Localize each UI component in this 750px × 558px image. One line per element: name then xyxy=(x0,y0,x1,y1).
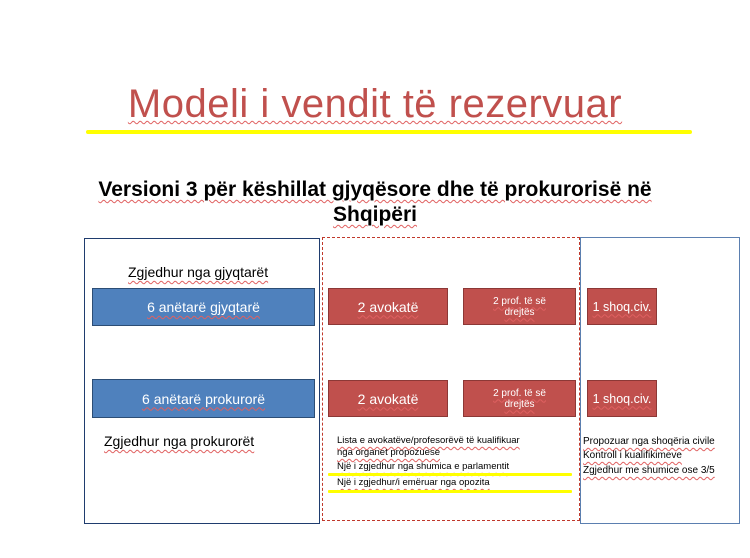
civil-society-box-row1 xyxy=(587,288,657,325)
law-professors-text-row1-line1: 2 prof. të së xyxy=(493,295,546,307)
highlight-majority xyxy=(328,473,572,476)
law-professors-text-row1-line2: drejtës xyxy=(504,306,535,318)
lawyers-text-row1: 2 avokatë xyxy=(357,298,419,315)
middle-note-proposing-bodies: nga organet propozuese xyxy=(337,447,440,458)
middle-note-majority: Një i zgjedhur nga shumica e parlamentit xyxy=(337,461,510,472)
right-note-proposed: Propozuar nga shoqëria civile xyxy=(583,436,715,447)
slide-title: Modeli i vendit të rezervuar xyxy=(127,82,623,126)
lawyers-box-row2 xyxy=(328,380,448,417)
right-note-qualification-check: Kontroll i kualifikimeve xyxy=(583,450,682,461)
slide-subtitle xyxy=(0,177,750,227)
highlight-opposition xyxy=(328,490,572,493)
judges-members-text: 6 anëtarë gjyqtarë xyxy=(147,299,260,315)
civil-society-box-row2 xyxy=(587,380,657,417)
subtitle-line-2: Shqipëri xyxy=(332,203,417,226)
lawyers-box-row1 xyxy=(328,288,448,325)
title-highlight xyxy=(86,130,692,134)
middle-note-opposition: Një i zgjedhur/i emëruar nga opozita xyxy=(337,477,490,488)
prosecutors-members-text: 6 anëtarë prokurorë xyxy=(142,390,265,407)
law-professors-text-row2-line1: 2 prof. të së xyxy=(493,387,546,399)
law-professors-box-row1 xyxy=(463,288,576,325)
prosecutors-members-box xyxy=(92,379,315,418)
middle-note-candidate-list: Lista e avokatëve/profesorëvë të kualifikuar xyxy=(337,435,520,446)
elected-by-judges-label: Zgjedhur nga gjyqtarët xyxy=(128,264,269,280)
lawyers-text-row2: 2 avokatë xyxy=(357,390,419,407)
civil-society-text-row2: 1 shoq.civ. xyxy=(592,391,652,406)
law-professors-text-row2-line2: drejtës xyxy=(504,398,535,410)
right-note-elected-majority: Zgjedhur me shumice ose 3/5 xyxy=(583,465,715,476)
elected-by-prosecutors-label: Zgjedhur nga prokurorët xyxy=(104,433,255,449)
law-professors-box-row2 xyxy=(463,380,576,417)
civil-society-text-row1: 1 shoq.civ. xyxy=(592,299,652,314)
subtitle-line-1: Versioni 3 për këshillat gjyqësore dhe të prokurorisë në xyxy=(98,178,652,201)
judges-members-box xyxy=(92,288,315,326)
